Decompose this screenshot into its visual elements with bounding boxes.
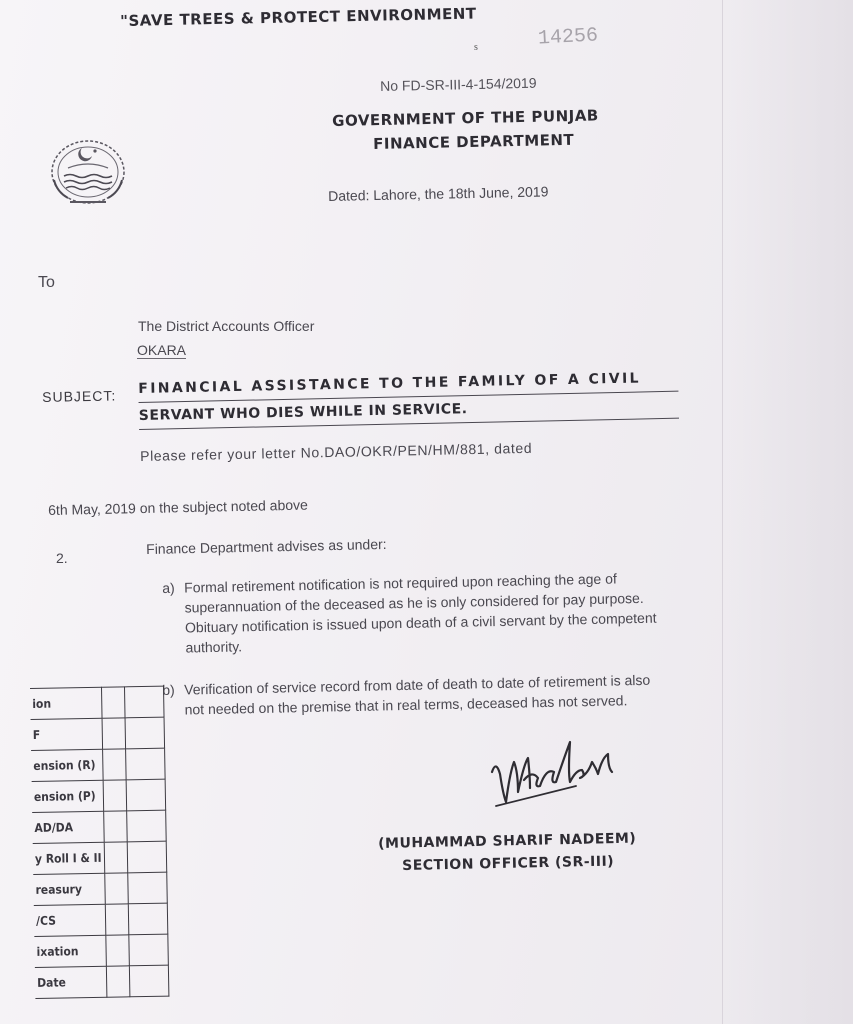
subject-label: SUBJECT: — [42, 387, 117, 405]
stamp-row-label: ion — [30, 687, 102, 719]
page-shadow — [728, 0, 853, 1024]
advice-item-a-label: a) — [162, 579, 175, 596]
margin-mark: s — [474, 42, 478, 53]
diary-number-stamp: 14256 — [537, 24, 599, 51]
stamp-row-label: ension (P) — [32, 780, 104, 812]
subject-line-2: SERVANT WHO DIES WHILE IN SERVICE. — [139, 392, 679, 430]
stamp-row — [33, 841, 167, 874]
stamp-row — [30, 686, 164, 719]
advice-item-a — [162, 567, 684, 658]
recipient-to-label: To — [38, 274, 55, 291]
stamp-row-label: ixation — [34, 935, 106, 967]
stamp-row — [32, 779, 166, 812]
stamp-row — [31, 748, 165, 781]
motto: "SAVE TREES & PROTECT ENVIRONMENT — [120, 4, 477, 30]
officer-designation: SECTION OFFICER (SR-III) — [402, 853, 615, 874]
advice-item-b — [162, 669, 683, 720]
paragraph-2-number: 2. — [56, 550, 68, 566]
handwritten-signature — [484, 722, 634, 822]
subject-line-1: FINANCIAL ASSISTANCE TO THE FAMILY OF A CIVIL — [138, 365, 678, 403]
subject-text — [138, 365, 679, 430]
recipient-title: The District Accounts Officer — [138, 318, 315, 334]
stamp-row — [32, 810, 166, 843]
paragraph-1-line-1: Please refer your letter No.DAO/OKR/PEN/HM/881, dated — [140, 439, 533, 464]
stamp-row-label: ension (R) — [31, 749, 103, 781]
paragraph-2-intro: Finance Department advises as under: — [146, 535, 387, 557]
government-heading: GOVERNMENT OF THE PUNJAB — [332, 106, 599, 130]
advice-item-b-text: Verification of service record from date of death to date of retirement is also not needed on the premise that in real terms, deceased has not served. — [184, 671, 651, 718]
advice-item-b-label: b) — [162, 681, 175, 698]
advice-item-a-text: Formal retirement notification is not required upon reaching the age of superannuation of the deceased as he is only considered for pay purpose. Obituary notification is issued upon death of a civil servant by the competent authority. — [184, 570, 657, 656]
stamp-row-label: y Roll I & II — [33, 842, 105, 874]
stamp-row — [31, 717, 165, 750]
file-number: No FD-SR-III-4-154/2019 — [380, 74, 537, 94]
stamp-row-label: Date — [35, 966, 107, 998]
stamp-row — [34, 934, 168, 967]
recipient-city: OKARA — [137, 342, 187, 358]
stamp-row — [34, 903, 168, 936]
paragraph-1-line-2: 6th May, 2019 on the subject noted above — [48, 496, 308, 518]
officer-name: (MUHAMMAD SHARIF NADEEM) — [378, 830, 637, 852]
stamp-table — [30, 686, 169, 999]
stamp-row — [35, 965, 169, 998]
stamp-row-label: F — [31, 718, 103, 750]
page-fold-line — [722, 0, 723, 1024]
stamp-row-label: reasury — [33, 873, 105, 905]
department-heading: FINANCE DEPARTMENT — [373, 130, 575, 153]
office-routing-stamp — [30, 686, 170, 1006]
stamp-row-label: AD/DA — [32, 811, 104, 843]
stamp-row — [33, 872, 167, 905]
stamp-row-label: /CS — [34, 904, 106, 936]
letter-date: Dated: Lahore, the 18th June, 2019 — [328, 183, 549, 204]
punjab-government-crest-icon — [46, 136, 130, 208]
